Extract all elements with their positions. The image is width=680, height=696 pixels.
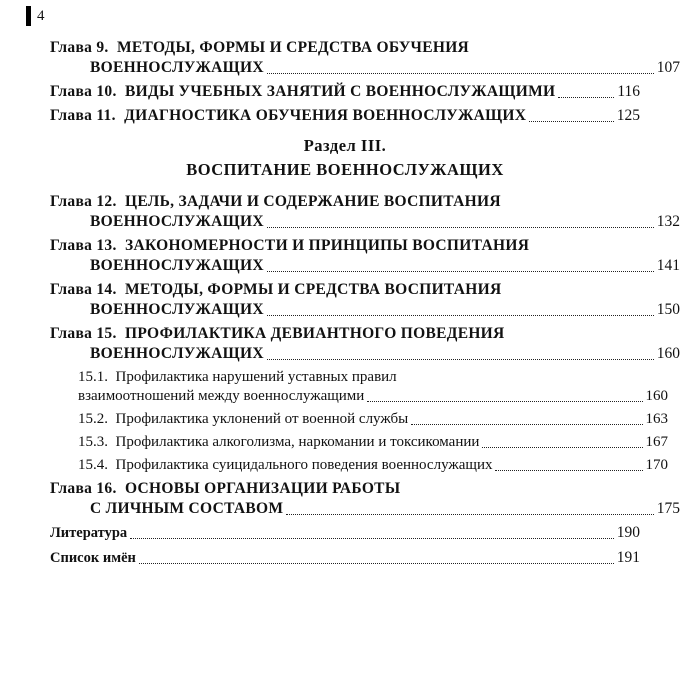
literature-title: Литература <box>50 525 128 541</box>
toc-entry-names-index[interactable] <box>50 548 640 568</box>
chapter-title-cont: ВОЕННОСЛУЖАЩИХ <box>90 213 264 230</box>
subsection-number: 15.2. <box>78 411 108 427</box>
subsection-title: Профилактика суицидального поведения военнослужащих <box>115 457 493 473</box>
subsection-title: Профилактика алкоголизма, наркомании и токсикомании <box>115 434 480 450</box>
toc-entry-chapter-10[interactable] <box>50 82 640 102</box>
leader-dots <box>267 226 654 228</box>
chapter-title-cont: ВОЕННОСЛУЖАЩИХ <box>90 345 264 362</box>
leader-dots <box>482 446 642 448</box>
subsection-number: 15.3. <box>78 434 108 450</box>
leader-dots <box>411 423 642 425</box>
page-ref: 160 <box>645 388 668 404</box>
page-number: 4 <box>37 7 45 24</box>
leader-dots <box>286 513 653 515</box>
page-ref: 107 <box>656 59 680 76</box>
toc-entry-subsection-15-3[interactable] <box>50 433 668 452</box>
toc-entry-chapter-15[interactable] <box>50 324 680 364</box>
toc-entry-chapter-12[interactable] <box>50 192 680 232</box>
chapter-label: Глава 15. <box>50 325 117 342</box>
section-heading <box>50 134 640 182</box>
chapter-title: ЦЕЛЬ, ЗАДАЧИ И СОДЕРЖАНИЕ ВОСПИТАНИЯ <box>125 193 501 210</box>
chapter-title: МЕТОДЫ, ФОРМЫ И СРЕДСТВА ОБУЧЕНИЯ <box>116 39 470 56</box>
leader-dots <box>130 537 614 539</box>
leader-dots <box>267 270 654 272</box>
chapter-title: МЕТОДЫ, ФОРМЫ И СРЕДСТВА ВОСПИТАНИЯ <box>125 281 502 298</box>
chapter-title: ПРОФИЛАКТИКА ДЕВИАНТНОГО ПОВЕДЕНИЯ <box>125 325 505 342</box>
chapter-title-cont: ВОЕННОСЛУЖАЩИХ <box>90 257 264 274</box>
page-ref: 132 <box>656 213 680 230</box>
toc-entry-chapter-13[interactable] <box>50 236 680 276</box>
toc-entry-subsection-15-2[interactable] <box>50 410 668 429</box>
toc-entry-subsection-15-4[interactable] <box>50 456 668 475</box>
leader-dots <box>267 314 654 316</box>
leader-dots <box>367 400 642 402</box>
page-header <box>26 6 45 26</box>
page-ref: 160 <box>656 345 680 362</box>
chapter-label: Глава 14. <box>50 281 117 298</box>
chapter-title: ВИДЫ УЧЕБНЫХ ЗАНЯТИЙ С ВОЕННОСЛУЖАЩИМИ <box>125 83 556 100</box>
chapter-label: Глава 10. <box>50 83 117 100</box>
leader-dots <box>267 72 654 74</box>
subsection-number: 15.1. <box>78 369 108 385</box>
leader-dots <box>558 96 614 98</box>
subsection-title-cont: взаимоотношений между военнослужащими <box>78 388 365 404</box>
page-ref: 150 <box>656 301 680 318</box>
page-ref: 167 <box>645 434 668 450</box>
toc-entry-chapter-11[interactable] <box>50 106 640 126</box>
page-ref: 116 <box>617 83 640 100</box>
page-ref: 190 <box>616 524 640 541</box>
page-ref: 175 <box>656 500 680 517</box>
page-ref: 163 <box>645 411 668 427</box>
chapter-label: Глава 13. <box>50 237 117 254</box>
chapter-label: Глава 16. <box>50 480 117 497</box>
chapter-title-cont: С ЛИЧНЫМ СОСТАВОМ <box>90 500 284 517</box>
page-ref: 125 <box>616 107 640 124</box>
chapter-label: Глава 12. <box>50 193 117 210</box>
page-ref: 141 <box>656 257 680 274</box>
chapter-title-cont: ВОЕННОСЛУЖАЩИХ <box>90 59 264 76</box>
subsection-number: 15.4. <box>78 457 108 473</box>
leader-dots <box>139 562 614 564</box>
toc-entry-literature[interactable] <box>50 523 640 543</box>
names-index-title: Список имён <box>50 550 136 566</box>
chapter-label: Глава 9. <box>50 39 109 56</box>
toc-entry-chapter-9[interactable] <box>50 38 680 78</box>
page-marker-bar <box>26 6 31 26</box>
subsection-title: Профилактика уклонений от военной службы <box>115 411 409 427</box>
chapter-title-cont: ВОЕННОСЛУЖАЩИХ <box>90 301 264 318</box>
table-of-contents <box>50 38 680 572</box>
toc-entry-chapter-16[interactable] <box>50 479 680 519</box>
leader-dots <box>529 120 613 122</box>
chapter-title: ДИАГНОСТИКА ОБУЧЕНИЯ ВОЕННОСЛУЖАЩИХ <box>124 107 527 124</box>
chapter-label: Глава 11. <box>50 107 116 124</box>
section-title: ВОСПИТАНИЕ ВОЕННОСЛУЖАЩИХ <box>186 160 504 179</box>
chapter-title: ЗАКОНОМЕРНОСТИ И ПРИНЦИПЫ ВОСПИТАНИЯ <box>125 237 530 254</box>
subsection-title: Профилактика нарушений уставных правил <box>115 369 397 385</box>
page-ref: 170 <box>645 457 668 473</box>
leader-dots <box>267 358 654 360</box>
leader-dots <box>495 469 642 471</box>
toc-entry-chapter-14[interactable] <box>50 280 680 320</box>
toc-entry-subsection-15-1[interactable] <box>50 368 668 406</box>
section-label: Раздел III. <box>303 136 387 155</box>
chapter-title: ОСНОВЫ ОРГАНИЗАЦИИ РАБОТЫ <box>125 480 401 497</box>
page-ref: 191 <box>616 549 640 566</box>
